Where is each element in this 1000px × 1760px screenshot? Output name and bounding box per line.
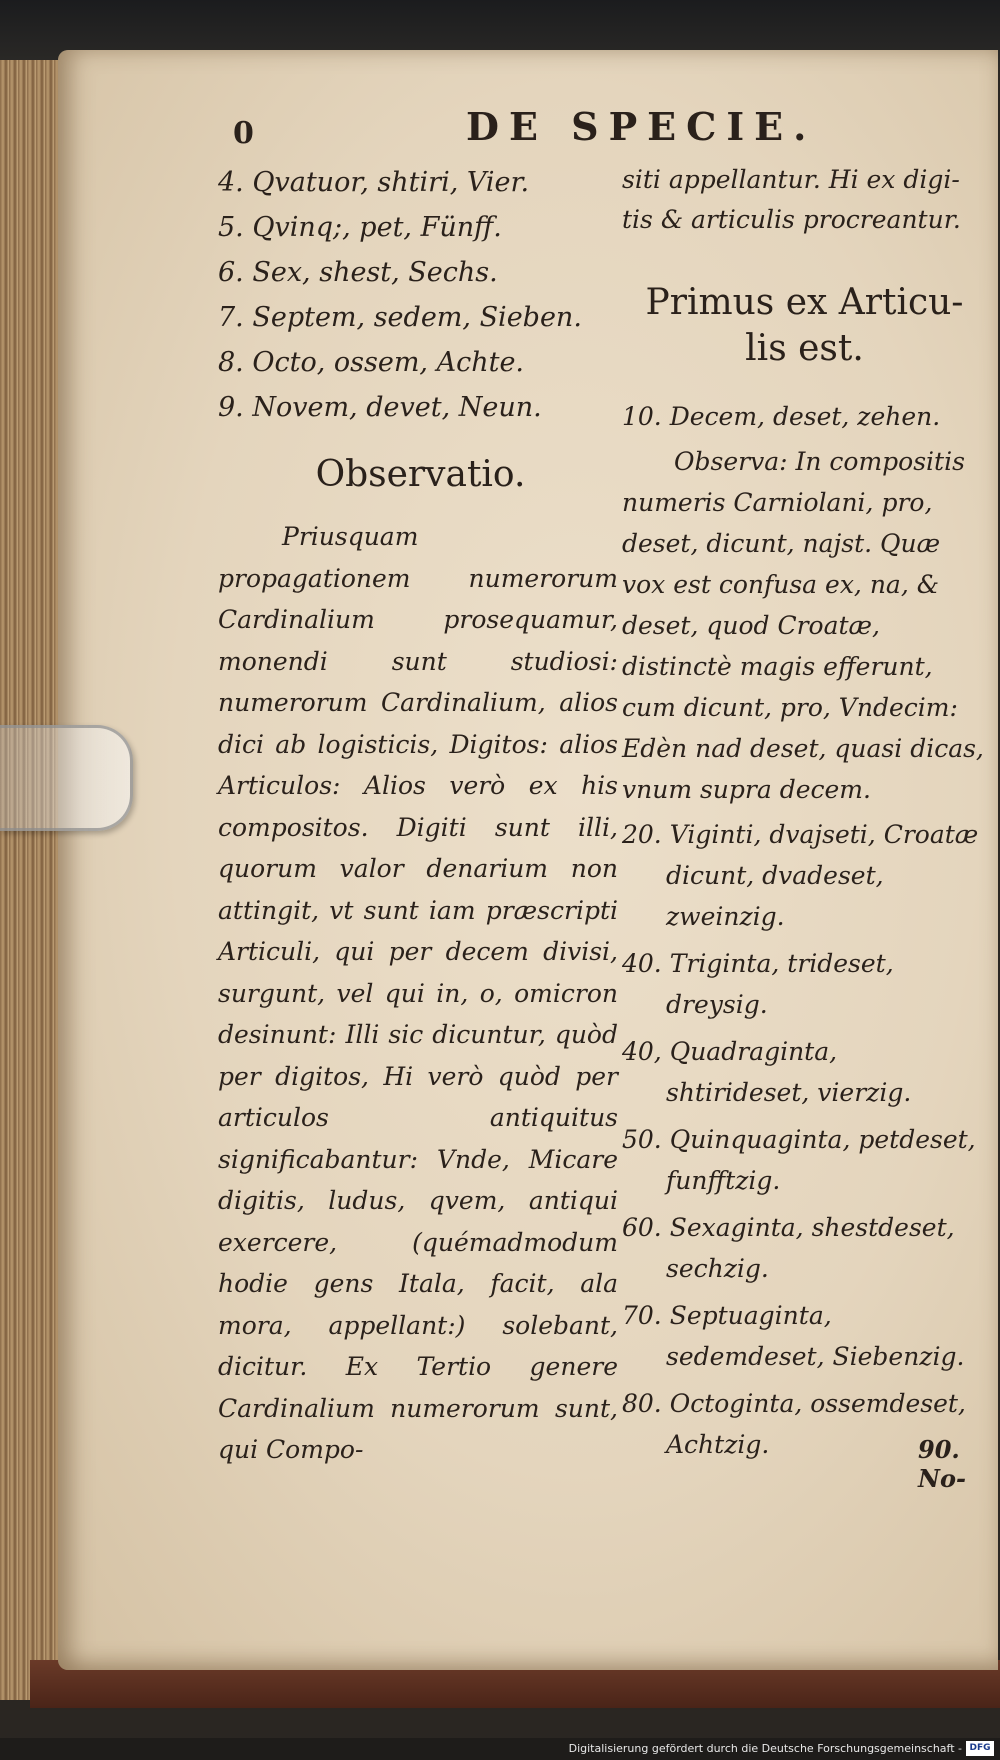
- digitization-credit: Digitalisierung gefördert durch die Deutsche Forschungsgemeinschaft -: [568, 1742, 962, 1755]
- heading-line: Primus ex Articu-: [645, 282, 964, 323]
- number-entry: 10. Decem, deset, zehen.: [622, 402, 941, 431]
- number-entry: 70. Septuaginta, sedemdeset, Siebenzig.: [622, 1301, 965, 1371]
- number-entry: 50. Quinquaginta, petdeset, funfftzig.: [622, 1125, 976, 1195]
- dfg-logo: DFG: [966, 1741, 994, 1756]
- number-entry: 40, Quadraginta, shtirideset, vierzig.: [622, 1037, 912, 1107]
- number-line: 4. Qvatuor, shtiri, Vier.: [218, 167, 530, 198]
- page-clip: [0, 725, 133, 831]
- body-paragraph: Priusquam propagationem numerorum Cardinalium prosequamur, monendi sunt studiosi: numerorum Cardinalium, alios dici ab logisticis, Digitos: alios Articulos: Alios verò ex his compositos. Digiti sunt illi, quorum valor denarium non attingit, vt sunt iam præscripti Articuli, qui per decem divisi, surgunt, vel qui in, o, omicron desinunt: Illi sic dicuntur, quòd per digitos, Hi verò quòd per articulos antiquitus significabantur: Vnde, Micare digitis, ludus, qvem, antiqui exercere, (quémadmodum hodie gens Itala, facit, ala mora, appellant:) solebant, dicitur. Ex Tertio genere Cardinalium numerorum sunt, qui Compo-: [218, 522, 618, 1464]
- observation-note: Observa: In compositis numeris Carniolani, pro, deset, dicunt, najst. Quæ vox est confusa ex, na, & deset, quod Croatæ, distinctè magis efferunt, cum dicunt, pro, Vndecim: Edèn nad deset, quasi dicas, vnum supra decem.: [622, 447, 984, 804]
- section-heading: Observatio.: [315, 454, 526, 495]
- catchword: 90. No-: [918, 1435, 966, 1493]
- number-entries: [622, 396, 987, 1471]
- heading-line: lis est.: [745, 328, 864, 369]
- number-line: 5. Qvinq;, pet, Fünff.: [218, 212, 502, 243]
- number-list: [218, 160, 623, 430]
- number-line: 7. Septem, sedem, Sieben.: [218, 302, 582, 333]
- number-entry: 40. Triginta, trideset, dreysig.: [622, 949, 894, 1019]
- text-line: tis & articulis procreantur.: [622, 205, 961, 234]
- number-line: 8. Octo, ossem, Achte.: [218, 347, 525, 378]
- text-line: siti appellantur. Hi ex digi-: [622, 165, 960, 194]
- number-entry: 80. Octoginta, ossemdeset, Achtzig.: [622, 1389, 966, 1459]
- number-line: 6. Sex, shest, Sechs.: [218, 257, 498, 288]
- section-heading: [622, 280, 987, 372]
- running-head: DE SPECIE.: [466, 104, 817, 149]
- left-column: [218, 160, 623, 1464]
- continuation-text: [622, 160, 987, 240]
- page-number: 0: [233, 116, 254, 151]
- number-entry: 60. Sexaginta, shestdeset, sechzig.: [622, 1213, 955, 1283]
- number-line: 9. Novem, devet, Neun.: [218, 392, 542, 423]
- number-entry: 20. Viginti, dvajseti, Croatæ dicunt, dvadeset, zweinzig.: [622, 820, 979, 931]
